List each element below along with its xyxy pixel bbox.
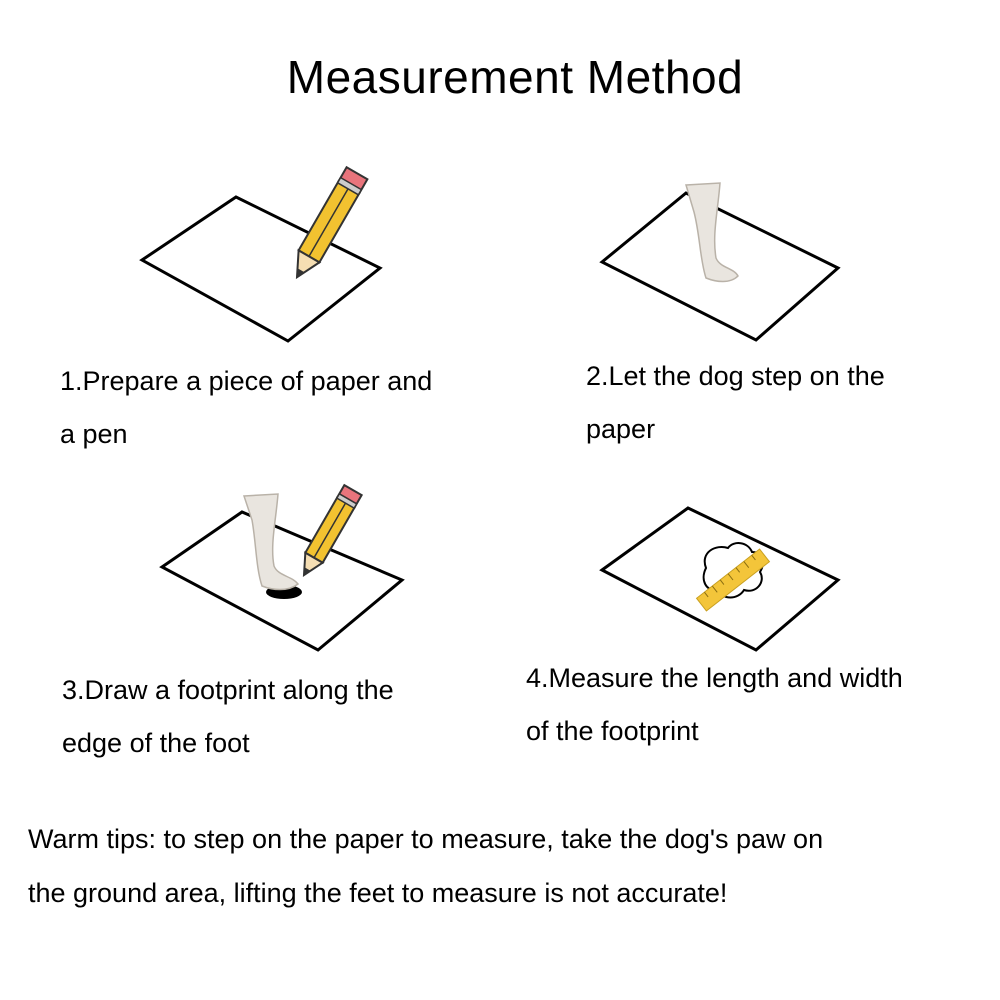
paper-sheet [602, 508, 838, 650]
warm-tips [28, 812, 988, 920]
tips-line2: the ground area, lifting the feet to measure is not accurate! [28, 878, 728, 908]
step1-text [60, 355, 432, 461]
step1-line1: 1.Prepare a piece of paper and [60, 366, 433, 396]
step3-text [62, 664, 394, 770]
step2-line1: 2.Let the dog step on the [586, 361, 885, 391]
step4-illustration [602, 508, 838, 650]
step2-line2: paper [586, 414, 656, 444]
step2-text [586, 350, 885, 456]
step3-illustration [162, 485, 402, 650]
page-title: Measurement Method [286, 51, 744, 103]
step3-line2: edge of the foot [62, 728, 250, 758]
step1-illustration [142, 167, 380, 341]
step4-line2: of the footprint [526, 716, 699, 746]
step1-line2: a pen [60, 419, 128, 449]
step4-line1: 4.Measure the length and width [526, 663, 903, 693]
step4-text [526, 652, 903, 758]
tips-line1: Warm tips: to step on the paper to measure, take the dog's paw on [28, 824, 824, 854]
step3-line1: 3.Draw a footprint along the [62, 675, 394, 705]
step2-illustration [602, 183, 838, 340]
